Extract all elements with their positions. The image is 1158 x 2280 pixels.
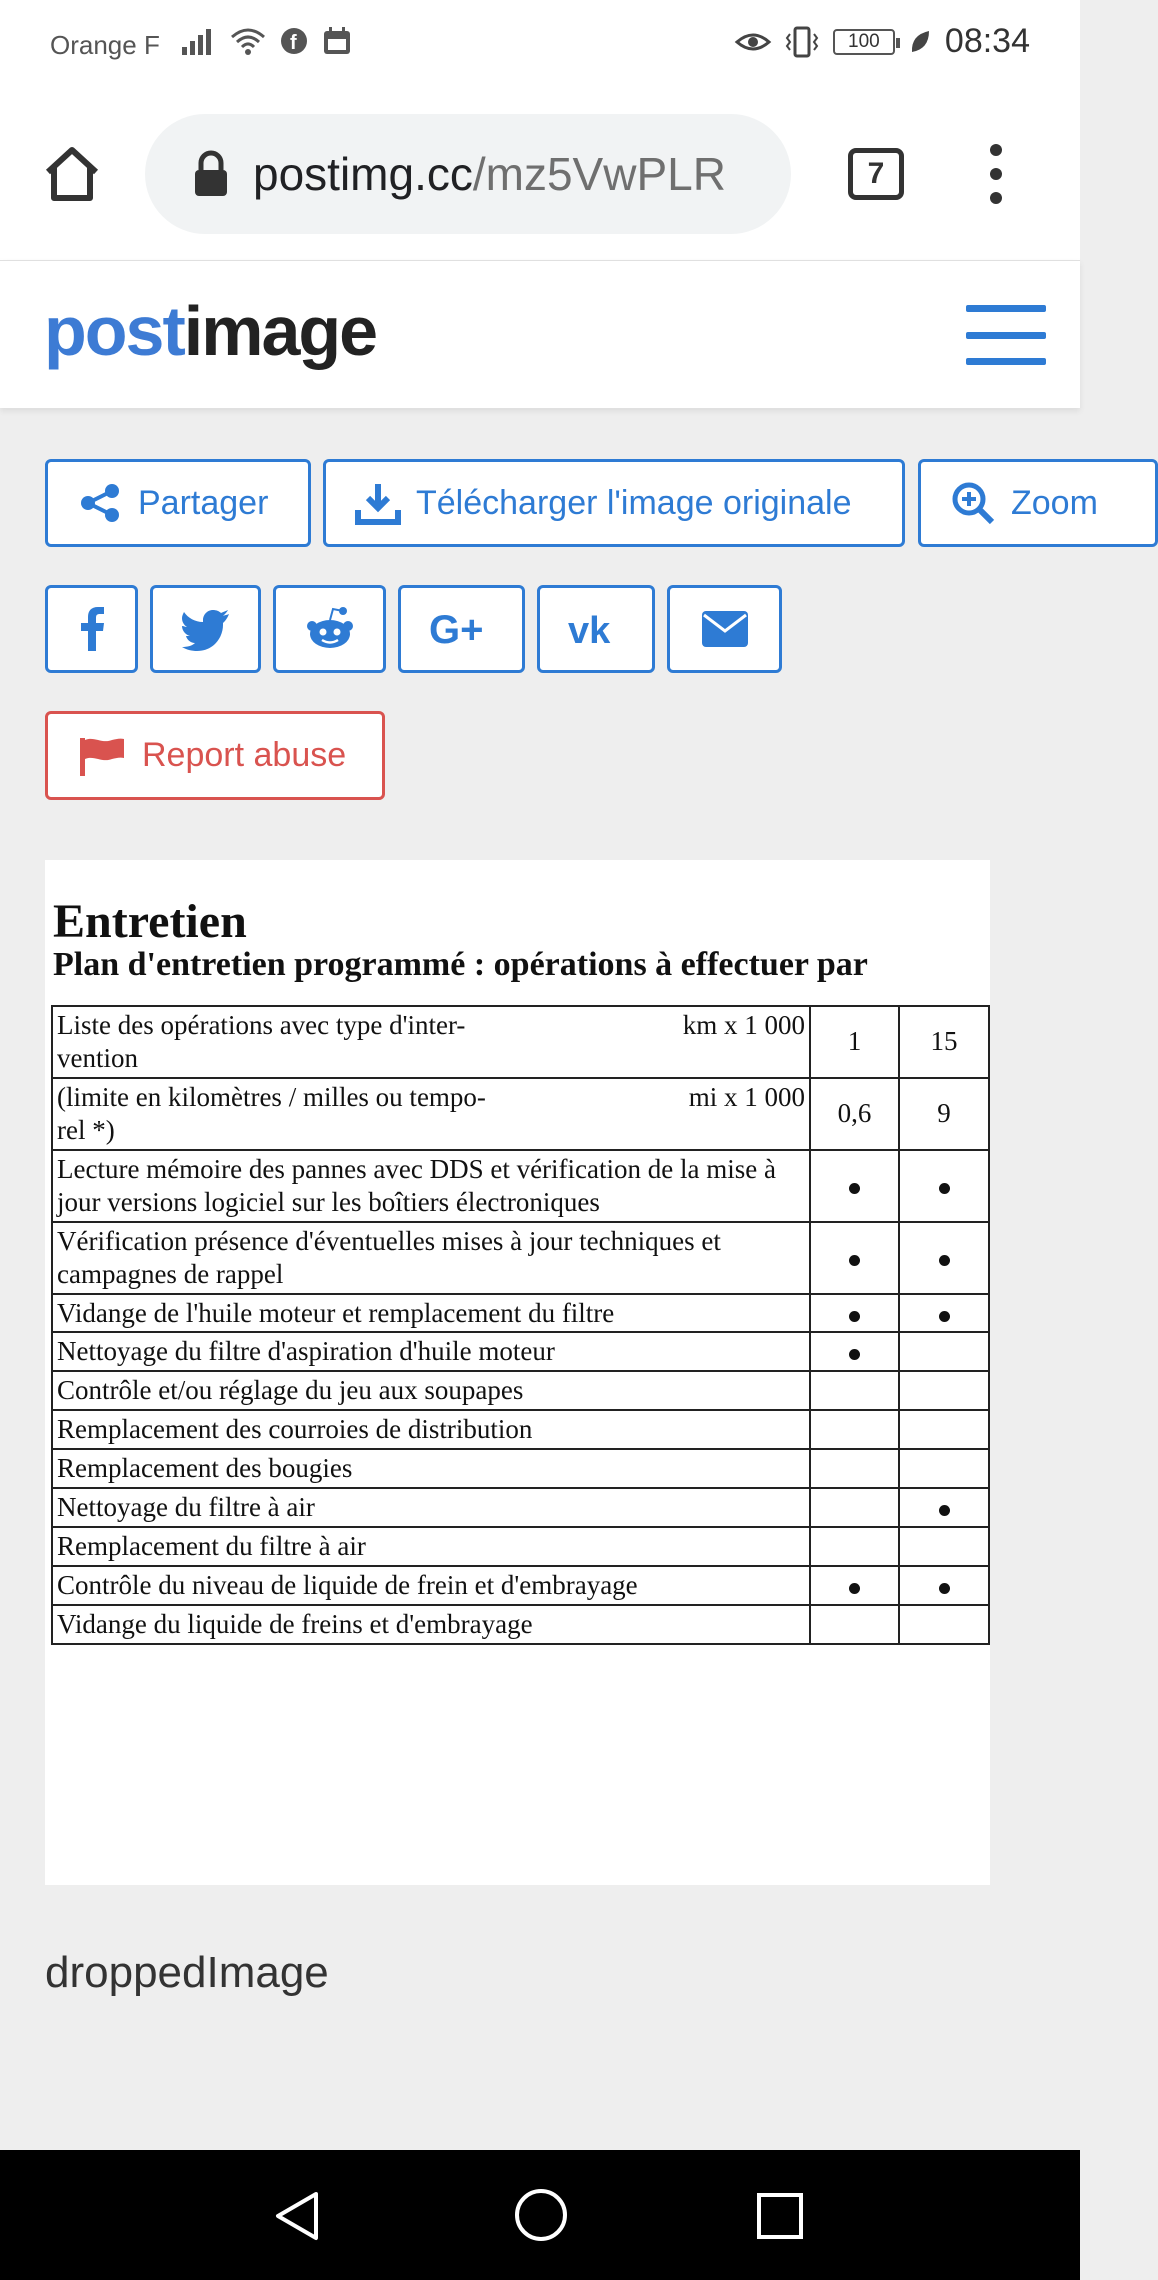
system-navigation-bar: [0, 2150, 1080, 2280]
facebook-icon: [79, 607, 105, 651]
table-row: [52, 1222, 989, 1294]
url-text: [253, 147, 726, 201]
status-bar: [0, 0, 1080, 92]
table-row: [52, 1527, 989, 1566]
url-host: postimg.cc: [253, 148, 473, 200]
interval-cell: [810, 1566, 899, 1605]
lock-icon: [191, 150, 231, 198]
operation-cell: Remplacement des bougies: [52, 1449, 810, 1488]
operation-cell: Lecture mémoire des pannes avec DDS et vérification de la mise à jour versions logiciel sur les boîtiers électroniques: [52, 1150, 810, 1222]
interval-cell: [810, 1449, 899, 1488]
mi-value-2: 9: [899, 1078, 989, 1150]
browser-toolbar: [0, 92, 1080, 260]
table-row: [52, 1332, 989, 1371]
interval-cell: [810, 1410, 899, 1449]
scheduled-dot: [939, 1255, 950, 1266]
signal-icon: [180, 27, 216, 55]
twitter-share-button[interactable]: [150, 585, 261, 673]
carrier-name: Orange F: [50, 30, 160, 60]
postimage-logo[interactable]: postimage: [44, 292, 377, 370]
share-icon: [78, 483, 122, 523]
google-plus-share-button[interactable]: [398, 585, 525, 673]
home-nav-icon[interactable]: [514, 2188, 568, 2242]
status-icons-left: [180, 26, 352, 56]
zoom-label: Zoom: [1011, 483, 1098, 522]
header-cell: Liste des opérations avec type d'inter- km x 1 000 vention: [52, 1006, 810, 1078]
maintenance-table: [51, 1005, 990, 1645]
km-value-1: 1: [810, 1006, 899, 1078]
back-icon[interactable]: [272, 2190, 324, 2242]
battery-icon: [833, 29, 895, 55]
table-row: [52, 1371, 989, 1410]
operation-cell: Contrôle et/ou réglage du jeu aux soupapes: [52, 1371, 810, 1410]
interval-cell: [899, 1222, 989, 1294]
vibrate-icon: [785, 26, 819, 58]
svg-text:f: f: [290, 32, 297, 54]
table-row: [52, 1566, 989, 1605]
battery-level: 100: [848, 30, 880, 52]
interval-cell: [810, 1371, 899, 1410]
interval-cell: [810, 1150, 899, 1222]
interval-cell: [810, 1488, 899, 1527]
operation-cell: Nettoyage du filtre d'aspiration d'huile moteur: [52, 1332, 810, 1371]
table-row: [52, 1294, 989, 1333]
calendar-notification-icon: [322, 26, 352, 56]
operation-cell: Vidange du liquide de freins et d'embrayage: [52, 1605, 810, 1644]
zoom-button[interactable]: [918, 459, 1158, 547]
recent-apps-icon[interactable]: [756, 2192, 804, 2240]
google-plus-icon: [428, 608, 495, 652]
url-path: /mz5VwPLR: [472, 148, 726, 200]
scheduled-dot: [849, 1183, 860, 1194]
mi-value-1: 0,6: [810, 1078, 899, 1150]
interval-cell: [810, 1527, 899, 1566]
home-icon[interactable]: [40, 142, 104, 206]
operation-cell: Remplacement du filtre à air: [52, 1527, 810, 1566]
scheduled-dot: [939, 1505, 950, 1516]
header-cell: (limite en kilomètres / milles ou tempo- mi x 1 000 rel *): [52, 1078, 810, 1150]
twitter-icon: [182, 609, 230, 649]
scheduled-dot: [849, 1311, 860, 1322]
facebook-notification-icon: [280, 27, 308, 55]
report-abuse-label: Report abuse: [142, 736, 347, 774]
site-header: [0, 260, 1080, 408]
interval-cell: [810, 1222, 899, 1294]
operation-cell: Vidange de l'huile moteur et remplacement du filtre: [52, 1294, 810, 1333]
download-original-button[interactable]: [323, 459, 905, 547]
status-icons-right: [735, 22, 1030, 61]
table-row: [52, 1488, 989, 1527]
operation-cell: Vérification présence d'éventuelles mises à jour techniques et campagnes de rappel: [52, 1222, 810, 1294]
email-icon: [701, 610, 749, 648]
interval-cell: [899, 1332, 989, 1371]
power-saving-leaf-icon: [909, 29, 931, 55]
image-caption: droppedImage: [45, 1948, 329, 1997]
download-label: Télécharger l'image originale: [416, 483, 852, 522]
vk-icon: [568, 610, 624, 652]
facebook-share-button[interactable]: [45, 585, 138, 673]
wifi-icon: [230, 27, 266, 55]
scheduled-dot: [939, 1311, 950, 1322]
interval-cell: [899, 1605, 989, 1644]
svg-text:G+: G+: [428, 608, 483, 652]
vk-share-button[interactable]: [537, 585, 655, 673]
table-row: [52, 1410, 989, 1449]
svg-text:vk: vk: [568, 610, 611, 652]
interval-cell: [899, 1449, 989, 1488]
download-icon: [356, 482, 400, 524]
interval-cell: [810, 1294, 899, 1333]
share-label: Partager: [138, 483, 269, 522]
browser-menu-icon[interactable]: [978, 144, 1014, 204]
table-header-row: [52, 1006, 989, 1078]
table-row: [52, 1150, 989, 1222]
flag-icon: [78, 736, 126, 776]
operation-cell: Contrôle du niveau de liquide de frein et d'embrayage: [52, 1566, 810, 1605]
km-value-2: 15: [899, 1006, 989, 1078]
scheduled-dot: [849, 1583, 860, 1594]
report-abuse-button[interactable]: [45, 711, 385, 800]
operation-cell: Nettoyage du filtre à air: [52, 1488, 810, 1527]
clock: 08:34: [944, 22, 1030, 60]
interval-cell: [810, 1605, 899, 1644]
interval-cell: [899, 1488, 989, 1527]
reddit-share-button[interactable]: [273, 585, 386, 673]
interval-cell: [899, 1294, 989, 1333]
address-bar[interactable]: [145, 114, 791, 234]
interval-cell: [899, 1527, 989, 1566]
uploaded-image[interactable]: [45, 860, 990, 1885]
scheduled-dot: [939, 1583, 950, 1594]
scan-title: Entretien: [53, 895, 247, 948]
table-row: [52, 1449, 989, 1488]
scan-subtitle: Plan d'entretien programmé : opérations à effectuer par: [53, 946, 868, 983]
share-button[interactable]: [45, 459, 311, 547]
eye-comfort-icon: [735, 28, 771, 56]
scheduled-dot: [849, 1349, 860, 1360]
interval-cell: [810, 1332, 899, 1371]
table-header-row: [52, 1078, 989, 1150]
interval-cell: [899, 1150, 989, 1222]
interval-cell: [899, 1371, 989, 1410]
tab-switcher-button[interactable]: [848, 148, 904, 200]
scheduled-dot: [939, 1183, 950, 1194]
email-share-button[interactable]: [667, 585, 782, 673]
hamburger-menu-icon[interactable]: [966, 305, 1046, 365]
tab-count: 7: [867, 157, 885, 190]
interval-cell: [899, 1566, 989, 1605]
scheduled-dot: [849, 1255, 860, 1266]
zoom-in-icon: [951, 481, 995, 525]
table-row: [52, 1605, 989, 1644]
reddit-icon: [304, 606, 356, 652]
operation-cell: Remplacement des courroies de distribution: [52, 1410, 810, 1449]
interval-cell: [899, 1410, 989, 1449]
